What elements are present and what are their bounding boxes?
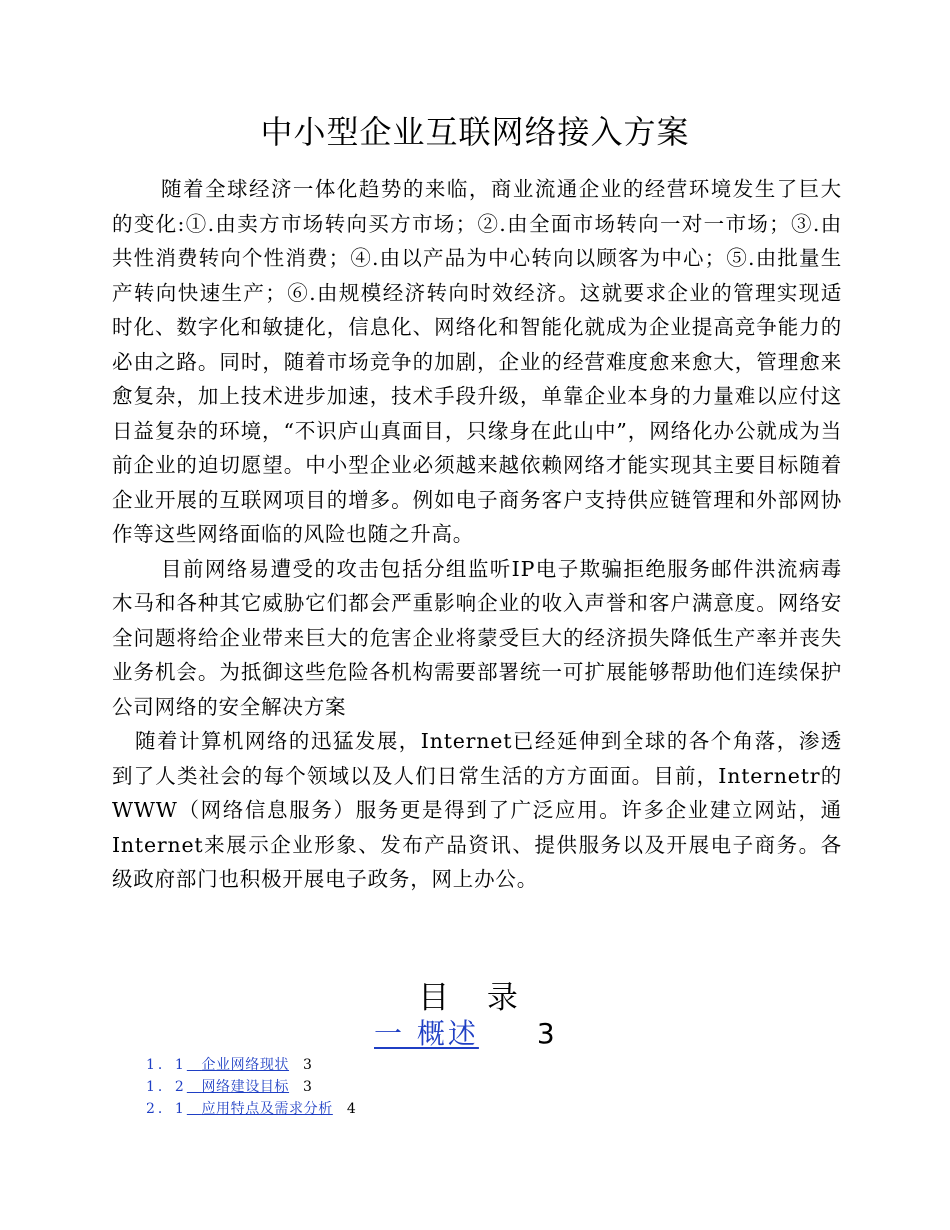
toc-entry	[146, 1054, 646, 1076]
toc-entry-label: 企业网络现状	[201, 1057, 290, 1073]
toc-entry	[146, 1098, 646, 1120]
toc-section-page-number: 3	[536, 1017, 555, 1050]
toc-entry	[146, 1076, 646, 1098]
paragraph-3: 随着计算机网络的迅猛发展，Internet已经延伸到全球的各个角落，渗透到了人类社会的每个领域以及人们日常生活的方方面面。目前，Internetr的 WWW（网络信息服务）服务更是得到了广泛应用。许多企业建立网站，通Internet来展示企业形象、发布产品资讯、提供服务以及开展电子商务。各级政府部门也积极开展电子政务，网上办公。	[112, 729, 864, 891]
toc-entry-number: 2．1	[146, 1101, 187, 1117]
toc-entry-page-number: 4	[346, 1101, 356, 1117]
paragraph-1: 随着全球经济一体化趋势的来临，商业流通企业的经营环境发生了巨大的变化:①.由卖方市场转向买方市场；②.由全面市场转向一对一市场；③.由共性消费转向个性消费；④.由以产品为中心转向以顾客为中心；⑤.由批量生产转向快速生产；⑥.由规模经济转向时效经济。这就要求企业的管理实现适时化、数字化和敏捷化，信息化、网络化和智能化就成为企业提高竞争能力的必由之路。同时，随着市场竞争的加剧，企业的经营难度愈来愈大，管理愈来愈复杂，加上技术进步加速，技术手段升级，单靠企业本身的力量难以应付这日益复杂的环境，“不识庐山真面目，只缘身在此山中”，网络化办公就成为当前企业的迫切愿望。中小型企业必须越来越依赖网络才能实现其主要目标随着企业开展的互联网项目的增多。例如电子商务客户支持供应链管理和外部网协作等这些网络面临的风险也随之升高。	[112, 177, 842, 546]
paragraph-2: 目前网络易遭受的攻击包括分组监听IP电子欺骗拒绝服务邮件洪流病毒木马和各种其它威胁它们都会严重影响企业的收入声誉和客户满意度。网络安全问题将给企业带来巨大的危害企业将蒙受巨大的经济损失降低生产率并丧失业务机会。为抵御这些危险各机构需要部署统一可扩展能够帮助他们连续保护公司网络的安全解决方案	[112, 556, 842, 719]
toc-entry-page-number: 3	[303, 1057, 312, 1073]
toc-entry-list	[146, 1054, 646, 1120]
document-title: 中小型企业互联网络接入方案	[260, 113, 690, 151]
toc-entry-label: 网络建设目标	[201, 1079, 290, 1095]
toc-section-overview	[374, 1014, 555, 1054]
toc-entry-label: 应用特点及需求分析	[201, 1101, 333, 1117]
toc-heading: 目 录	[418, 980, 532, 1016]
toc-entry-page-number: 3	[303, 1079, 312, 1095]
toc-section-link[interactable]: 一 概述	[374, 1017, 479, 1050]
toc-entry-number: 1．1	[146, 1057, 187, 1073]
document-body	[112, 172, 864, 897]
toc-entry-link[interactable]	[146, 1057, 289, 1073]
toc-entry-link[interactable]	[146, 1079, 289, 1095]
toc-entry-link[interactable]	[146, 1101, 333, 1117]
toc-entry-number: 1．2	[146, 1079, 187, 1095]
